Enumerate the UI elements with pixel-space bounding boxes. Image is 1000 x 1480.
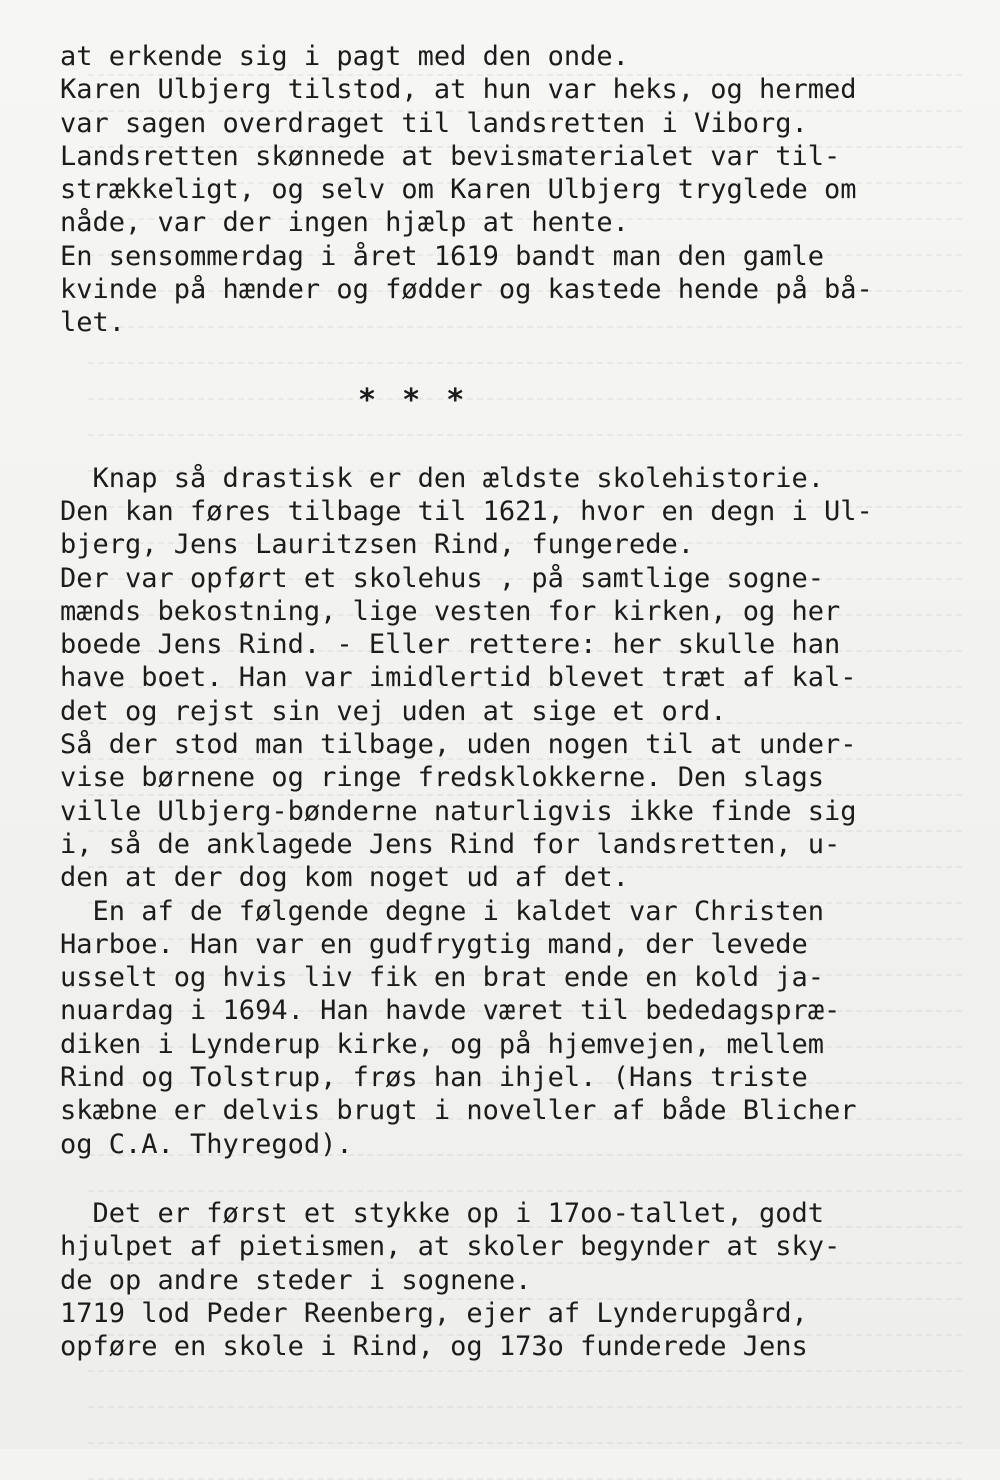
text-line: de op andre steder i sognene. (60, 1264, 532, 1296)
text-line: En af de følgende degne i kaldet var Christen (60, 895, 825, 927)
paragraph-witch-trial (60, 40, 960, 340)
text-line: Knap så drastisk er den ældste skolehistorie. (60, 462, 825, 494)
text-line: det og rejst sin vej uden at sige et ord. (60, 695, 727, 727)
text-line: Der var opført et skolehus , på samtlige sogne- (60, 562, 825, 594)
text-line: have boet. Han var imidlertid blevet træt af kal- (60, 662, 857, 694)
text-line: 1719 lod Peder Reenberg, ejer af Lynderupgård, (60, 1297, 808, 1329)
text-line: Den kan føres tilbage til 1621, hvor en degn i Ul- (60, 495, 873, 527)
text-line: Harboe. Han var en gudfrygtig mand, der levede (60, 928, 808, 960)
text-line: let. (60, 307, 126, 339)
text-line: Det er først et stykke op i 17oo-tallet, godt (60, 1197, 825, 1229)
text-line: var sagen overdraget til landsretten i Viborg. (60, 107, 808, 139)
text-line: Rind og Tolstrup, frøs han ihjel. (Hans triste (60, 1062, 808, 1094)
text-line: strækkeligt, og selv om Karen Ulbjerg tryglede om (60, 174, 857, 206)
text-line: og C.A. Thyregod). (60, 1128, 353, 1160)
text-line: boede Jens Rind. - Eller rettere: her skulle han (60, 629, 841, 661)
text-line: skæbne er delvis brugt i noveller af både Blicher (60, 1095, 857, 1127)
text-line: En sensommerdag i året 1619 bandt man den gamle (60, 240, 825, 272)
text-line: usselt og hvis liv fik en brat ende en kold ja- (60, 962, 825, 994)
text-line: den at der dog kom noget ud af det. (60, 862, 629, 894)
text-line: vise børnene og ringe fredsklokkerne. Den slags (60, 762, 825, 794)
text-line: i, så de anklagede Jens Rind for landsretten, u- (60, 828, 841, 860)
text-line: mænds bekostning, lige vesten for kirken, og her (60, 595, 841, 627)
paragraph-school-history (60, 462, 960, 1161)
text-line: bjerg, Jens Lauritzsen Rind, fungerede. (60, 529, 694, 561)
text-line: kvinde på hænder og fødder og kastede hende på bå- (60, 274, 873, 306)
text-line: hjulpet af pietismen, at skoler begynder at sky- (60, 1231, 841, 1263)
section-separator: * * * (358, 382, 469, 418)
document-text (60, 40, 960, 1363)
text-line: opføre en skole i Rind, og 173o funderede Jens (60, 1331, 808, 1363)
text-line: at erkende sig i pagt med den onde. (60, 41, 629, 72)
text-line: diken i Lynderup kirke, og på hjemvejen, mellem (60, 1028, 825, 1060)
text-line: Så der stod man tilbage, uden nogen til at under- (60, 729, 857, 761)
text-line: Karen Ulbjerg tilstod, at hun var heks, og hermed (60, 74, 857, 106)
text-line: nuardag i 1694. Han havde været til bededagspræ- (60, 995, 841, 1027)
text-line: ville Ulbjerg-bønderne naturligvis ikke finde sig (60, 795, 857, 827)
paragraph-pietism (60, 1197, 960, 1363)
text-line: nåde, var der ingen hjælp at hente. (60, 207, 629, 239)
text-line: Landsretten skønnede at bevismaterialet var til- (60, 140, 841, 172)
